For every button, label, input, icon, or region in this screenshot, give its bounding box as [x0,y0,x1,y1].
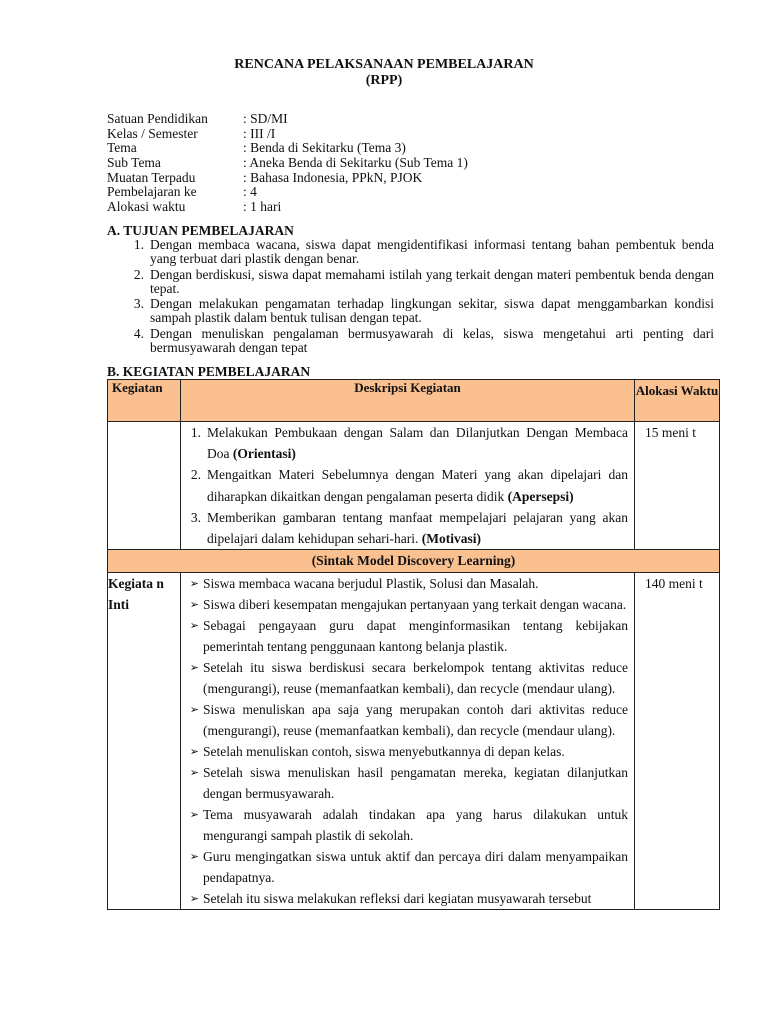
arrow-bullet-icon: ➢ [189,808,199,822]
item-text: Guru mengingatkan siswa untuk aktif dan percaya diri dalam menyampaikan pendapatnya. [203,849,628,886]
cell-kegiatan-inti: Kegiata n Inti [108,573,181,910]
table-header-row [108,380,720,422]
list-item [181,741,628,762]
item-text: Dengan melakukan pengamatan terhadap lingkungan sekitar, siswa dapat menggambarkan kondisi sampah plastik dalam bentuk tulisan dengan tepat. [150,296,714,326]
item-text: Dengan berdiskusi, siswa dapat memahami istilah yang terkait dengan materi pembentuk benda dengan tepat. [150,266,714,296]
cell-inti-alloc: 140 meni t [635,573,720,910]
item-number: 2. [133,266,144,282]
arrow-bullet-icon: ➢ [189,745,199,759]
cell-opening-alloc: 15 meni t [635,422,720,550]
item-text: Setelah siswa menuliskan hasil pengamatan mereka, kegiatan dilanjutkan dengan bermusyawarah. [203,765,628,802]
section-b-heading: B. KEGIATAN PEMBELAJARAN [107,364,311,379]
item-text: Tema musyawarah adalah tindakan apa yang harus dilakukan untuk mengurangi sampah plastik di sekolah. [203,807,628,844]
info-value: : III /I [243,125,276,141]
item-text-bold: (Orientasi) [232,446,296,462]
info-label: Kelas / Semester [107,125,198,141]
info-label: Satuan Pendidikan [107,111,208,126]
document-subtitle: (RPP) [365,73,403,88]
info-row-satuan [107,112,468,127]
table-row-sintak [108,550,720,573]
item-text-bold: (Apersepsi) [507,488,574,504]
list-item [181,804,628,846]
cell-opening-description [181,422,635,550]
arrow-bullet-icon: ➢ [189,703,199,717]
item-text-bold: (Motivasi) [421,531,482,547]
item-text: Siswa diberi kesempatan mengajukan pertanyaan yang terkait dengan wacana. [203,597,627,613]
info-label: Muatan Terpadu [107,169,196,185]
info-value: : Bahasa Indonesia, PPkN, PJOK [243,169,423,185]
list-item [122,238,714,267]
item-text-main: Mengaitkan Materi Sebelumnya dengan Materi yang akan dipelajari dan diharapkan dikaitkan dengan pengalaman peserta didik [207,467,628,504]
info-value: : Benda di Sekitarku (Tema 3) [243,140,406,156]
column-header-deskripsi: Deskripsi Kegiatan [181,380,635,422]
info-row-subtema [107,156,468,171]
info-label: Sub Tema [107,155,161,171]
arrow-bullet-icon: ➢ [189,619,199,633]
item-number: 3. [190,509,201,525]
opening-activities-list [181,422,634,549]
arrow-bullet-icon: ➢ [189,577,199,591]
info-row-pembelajaran [107,185,468,200]
info-row-muatan [107,171,468,186]
list-item [181,573,628,594]
arrow-bullet-icon: ➢ [189,661,199,675]
item-number: 2. [190,467,201,483]
info-value: : 1 hari [243,199,282,215]
table-row-opening [108,422,720,550]
list-item [181,699,628,741]
item-text: Setelah itu siswa melakukan refleksi dari kegiatan musyawarah tersebut [203,891,592,907]
column-header-kegiatan: Kegiatan [108,380,181,422]
list-item [181,615,628,657]
list-item [122,327,714,356]
list-item [181,762,628,804]
list-item [122,297,714,326]
list-item [181,464,628,506]
activities-table [107,379,720,910]
info-row-tema [107,141,468,156]
item-text: Siswa membaca wacana berjudul Plastik, Solusi dan Masalah. [203,576,539,592]
column-header-alokasi: Alokasi Waktu [635,380,720,422]
document-title: RENCANA PELAKSANAAN PEMBELAJARAN [234,57,534,72]
item-text-main: Melakukan Pembukaan dengan Salam dan Dilanjutkan Dengan Membaca Doa [207,425,628,462]
list-item [181,846,628,888]
list-item [122,268,714,297]
info-value: : SD/MI [243,111,288,126]
arrow-bullet-icon: ➢ [189,598,199,612]
list-item [181,594,628,615]
item-number: 4. [133,325,144,341]
item-text: Setelah itu siswa berdiskusi secara berkelompok tentang aktivitas reduce (mengurangi), reuse (memanfaatkan kembali), dan recycle (mendaur ulang). [203,660,628,697]
cell-kegiatan-empty [108,422,181,550]
item-number: 1. [190,425,201,440]
list-item [181,507,628,549]
inti-activities-list [181,573,634,909]
item-text: Dengan membaca wacana, siswa dapat mengidentifikasi informasi tentang bahan pembentuk benda yang terbuat dari plastik dengan benar. [150,237,714,267]
table-row-inti [108,573,720,910]
info-row-alokasi [107,200,468,215]
info-value: : Aneka Benda di Sekitarku (Sub Tema 1) [243,155,468,171]
list-item [181,422,628,464]
item-text [207,507,628,549]
list-item [181,657,628,699]
item-number: 1. [133,237,144,252]
learning-goals-list [122,238,714,356]
arrow-bullet-icon: ➢ [189,850,199,864]
info-label: Tema [107,140,137,156]
item-text: Sebagai pengayaan guru dapat menginformasikan tentang kebijakan pemerintah tentang penggunaan kantong belanja plastik. [203,618,628,655]
item-text: Siswa menuliskan apa saja yang merupakan contoh dari aktivitas reduce (mengurangi), reuse (memanfaatkan kembali), dan recycle (mendaur ulang). [203,702,628,739]
identity-block [107,112,468,215]
item-number: 3. [133,296,144,312]
list-item [181,888,628,909]
arrow-bullet-icon: ➢ [189,892,199,906]
info-label: Pembelajaran ke [107,184,197,200]
section-a-heading: A. TUJUAN PEMBELAJARAN [107,223,294,238]
item-text: Dengan menuliskan pengalaman bermusyawarah di kelas, siswa mengetahui arti penting dari bermusyawarah dengan tepat [150,325,714,356]
cell-inti-description [181,573,635,910]
item-text [207,422,628,464]
info-label: Alokasi waktu [107,199,186,215]
item-text: Setelah menuliskan contoh, siswa menyebutkannya di depan kelas. [203,744,565,760]
item-text-main: Memberikan gambaran tentang manfaat mempelajari pelajaran yang akan dipelajari dalam kehidupan sehari-hari. [207,509,628,547]
info-value: : 4 [243,184,257,200]
info-row-kelas [107,127,468,142]
sintak-banner: (Sintak Model Discovery Learning) [108,550,720,573]
arrow-bullet-icon: ➢ [189,766,199,780]
item-text [207,464,628,506]
